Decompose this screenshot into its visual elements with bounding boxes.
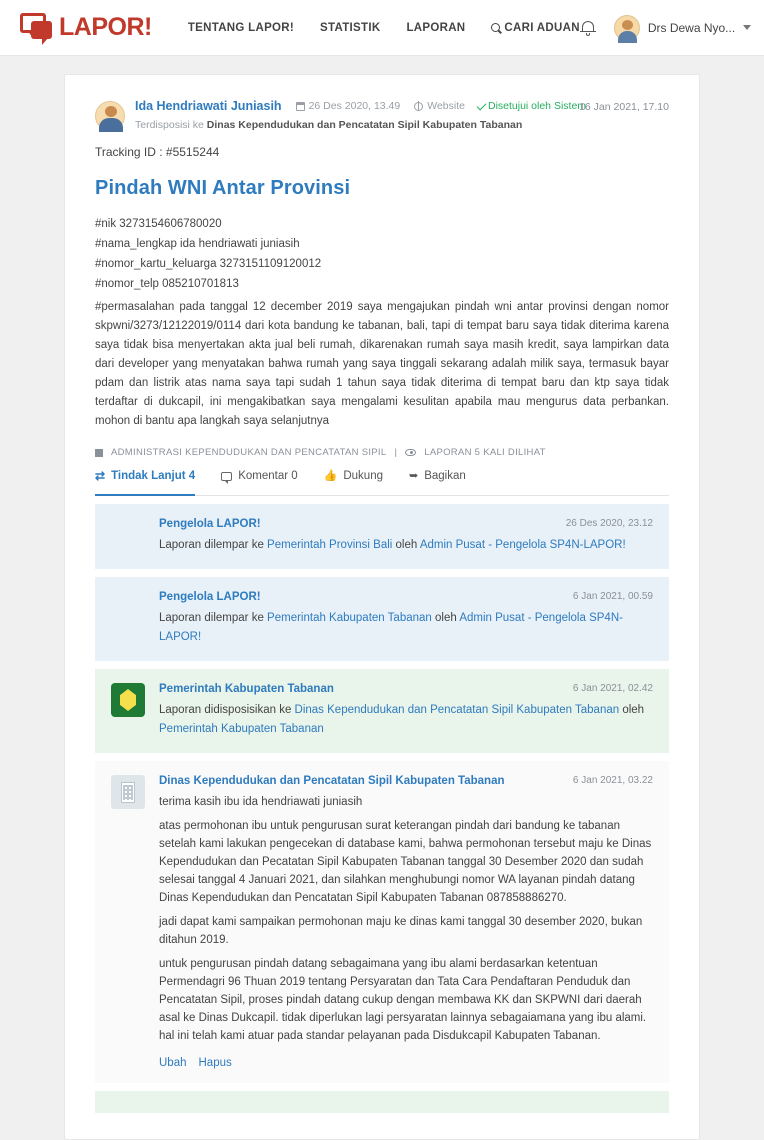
eye-icon — [405, 449, 416, 456]
globe-icon — [414, 102, 423, 111]
timeline-link[interactable]: Admin Pusat - Pengelola SP4N-LAPOR! — [419, 539, 626, 551]
report-category: ADMINISTRASI KEPENDUDUKAN DAN PENCATATAN SIPIL — [111, 447, 387, 458]
response-actions — [159, 1057, 653, 1069]
logo-lapor[interactable] — [20, 13, 152, 43]
timeline-time: 6 Jan 2021, 02.42 — [572, 683, 653, 694]
page-body — [0, 56, 764, 1069]
disposition-prefix: Terdisposisi ke — [135, 119, 204, 131]
response-time: 6 Jan 2021, 03.22 — [572, 775, 653, 786]
timeline-badge-placeholder — [111, 518, 147, 555]
report-date-label: 26 Des 2020, 13.49 — [308, 100, 401, 112]
nav-item-tentang[interactable]: TENTANG LAPOR! — [187, 21, 295, 34]
report-tabs — [95, 470, 669, 496]
comment-icon — [221, 472, 232, 481]
response-author[interactable]: Dinas Kependudukan dan Pencatatan Sipil Kabupaten Tabanan — [159, 775, 505, 787]
report-tag-3: #nomor_telp 085210701813 — [95, 278, 239, 290]
timeline-author[interactable]: Pemerintah Kabupaten Tabanan — [159, 683, 334, 695]
timeline-time: 6 Jan 2021, 00.59 — [572, 591, 653, 602]
timeline-text-part: Laporan didisposisikan ke — [159, 704, 295, 716]
report-updated-at: 16 Jan 2021, 17.10 — [579, 101, 669, 113]
timeline-text — [159, 609, 653, 647]
disposition-target: Dinas Kependudukan dan Pencatatan Sipil Kabupaten Tabanan — [206, 119, 523, 131]
timeline-link[interactable]: Pemerintah Provinsi Bali — [267, 539, 393, 551]
timeline-item — [95, 504, 669, 569]
response-paragraph: atas permohonan ibu untuk pengurusan surat keterangan pindah dari bandung ke tabanan setelah kami lakukan pengecekan di database kami, bahwa permohonan tersebut maju ke Dinas Kependudukan dan Pecatatan Sipil Kabupaten Tabanan tanggal 30 Desember 2020 dan sudah selesai tanggal 4 Januari 2021, dan silahkan menghubungi nomor WA layanan pindah datang Dinas Kependudukan dan Pencatatan Sipil Kabupaten Tabanan 087858886270. — [159, 820, 652, 904]
user-name: Drs Dewa Nyo... — [647, 20, 736, 35]
timeline-link[interactable]: Pemerintah Kabupaten Tabanan — [159, 723, 324, 735]
timeline-author[interactable]: Pengelola LAPOR! — [159, 591, 261, 603]
report-header — [95, 99, 669, 131]
timeline-text-part: oleh — [431, 612, 460, 624]
timeline-text — [159, 701, 653, 739]
building-icon — [111, 775, 145, 809]
response-paragraph: untuk pengurusan pindah datang sebagaimana yang ibu alami berdasarkan ketentuan Permendagri 96 Thuan 2019 tentang Persyaratan dan Tata Cara Pendaftaran Penduduk dan Pencatatan Sipil, proses pindah datang cukup dengan membawa KK dan SKPWNI dari daerah asal ke Dinas Dukcapil. tidak diperlukan lagi persyaratan lainnya sebagaiamana yang ibu alami. hal ini telah kami atuar pada standar pelayanan pada Disdukcapil Kabupaten Tabanan. — [159, 958, 647, 1042]
timeline-text-part: Laporan dilempar ke — [159, 539, 268, 551]
tab-komentar-label: Komentar 0 — [238, 470, 298, 482]
response-badge — [111, 775, 147, 1069]
response-item — [95, 761, 669, 1083]
arrows-icon: ⇄ — [95, 469, 106, 483]
timeline-badge-placeholder — [111, 591, 147, 647]
category-icon — [95, 449, 103, 457]
reporter-name[interactable]: Ida Hendriawati Juniasih — [135, 99, 282, 113]
nav-right — [580, 15, 751, 41]
report-views: LAPORAN 5 KALI DILIHAT — [424, 447, 546, 458]
timeline-link[interactable]: Dinas Kependudukan dan Pencatatan Sipil Kabupaten Tabanan — [294, 704, 620, 716]
nav-links — [188, 22, 580, 34]
tab-tindak-lanjut[interactable] — [95, 470, 195, 488]
calendar-icon — [296, 102, 305, 111]
report-date — [296, 100, 401, 112]
report-tag-0: #nik 3273154606780020 — [95, 218, 222, 230]
avatar — [614, 15, 640, 41]
timeline-item — [95, 669, 669, 753]
timeline-author[interactable]: Pengelola LAPOR! — [159, 518, 261, 530]
report-channel-label: Website — [427, 100, 465, 112]
timeline-time: 26 Des 2020, 23.12 — [565, 518, 653, 529]
tab-dukung[interactable] — [324, 470, 383, 488]
tab-bagikan[interactable] — [409, 470, 466, 488]
bell-icon[interactable] — [580, 19, 596, 37]
timeline-link[interactable]: Pemerintah Kabupaten Tabanan — [267, 612, 432, 624]
report-body: #permasalahan pada tanggal 12 december 2019 saya mengajukan pindah wni antar provinsi dengan nomor skpwni/3273/12122019/0114 dari kota bandung ke tabanan, bali, tapi di tempat baru saya tidak diterima karena saya tidak bisa menyertakan akta jual beli rumah, dikarenakan rumah saya masih kredit, saya lampirkan data dari developer yang menyatakan bahwa rumah yang saya tinggali sekarang adalah milik saya, termasuk bayar pdam dan listrik atas nama saya tapi sudah 1 tahun saya tidak diterima di tempat baru dan ktp saya tidak terdaftar di dukcapil, ini mengakibatkan saya mengalami kesulitan apabila mau mengurus data perbankan. mohon di bantu apa langkah saya selanjutnya — [95, 301, 669, 427]
timeline-text-part: oleh — [392, 539, 420, 551]
disposition-line — [135, 119, 669, 131]
nav-item-cari-aduan[interactable] — [491, 22, 579, 34]
timeline-footer-strip — [95, 1091, 669, 1113]
delete-response-button[interactable]: Hapus — [198, 1057, 232, 1069]
status-badge — [479, 100, 586, 112]
timeline-text — [159, 536, 653, 555]
report-channel — [414, 100, 465, 112]
share-icon: ➥ — [409, 469, 419, 482]
report-tag-1: #nama_lengkap ida hendriawati juniasih — [95, 238, 300, 250]
lapor-logo-icon — [20, 13, 54, 43]
check-icon — [477, 100, 487, 110]
tracking-id: Tracking ID : #5515244 — [95, 145, 220, 159]
nav-item-laporan[interactable]: LAPORAN — [406, 21, 466, 34]
chevron-down-icon — [743, 25, 751, 30]
tab-tindak-lanjut-label: Tindak Lanjut 4 — [111, 470, 196, 482]
nav-item-cari-aduan-label: CARI ADUAN — [504, 21, 580, 34]
thumbs-up-icon: 👍 — [323, 469, 338, 482]
response-paragraph: terima kasih ibu ida hendriawati juniasih — [159, 796, 363, 808]
top-navbar — [0, 0, 764, 56]
tab-komentar[interactable] — [221, 470, 297, 488]
report-tag-2: #nomor_kartu_keluarga 3273151109120012 — [95, 258, 322, 270]
response-paragraph: jadi dapat kami sampaikan permohonan maju ke dinas kami tanggal 30 desember 2020, bukan ditahun 2019. — [159, 916, 643, 946]
search-icon — [491, 23, 500, 32]
user-menu[interactable] — [614, 15, 751, 41]
report-card — [64, 74, 700, 1140]
timeline-text-part: oleh — [619, 704, 645, 716]
nav-item-statistik[interactable]: STATISTIK — [320, 21, 381, 34]
timeline-item — [95, 577, 669, 661]
government-seal-icon — [111, 683, 145, 717]
reporter-avatar — [95, 101, 125, 131]
brand-text: LAPOR! — [59, 13, 152, 41]
timeline-badge — [111, 683, 147, 739]
timeline-text-part: Laporan dilempar ke — [159, 612, 268, 624]
tab-bagikan-label: Bagikan — [424, 470, 466, 482]
page-title: Pindah WNI Antar Provinsi — [95, 177, 351, 199]
tab-dukung-label: Dukung — [343, 470, 383, 482]
timeline-link[interactable]: Admin Pusat - Pengelola SP4N-LAPOR! — [159, 612, 623, 643]
separator: | — [394, 447, 398, 458]
report-category-row — [95, 447, 669, 458]
status-badge-label: Disetujui oleh Sistem — [487, 100, 587, 112]
edit-response-button[interactable]: Ubah — [159, 1057, 187, 1069]
